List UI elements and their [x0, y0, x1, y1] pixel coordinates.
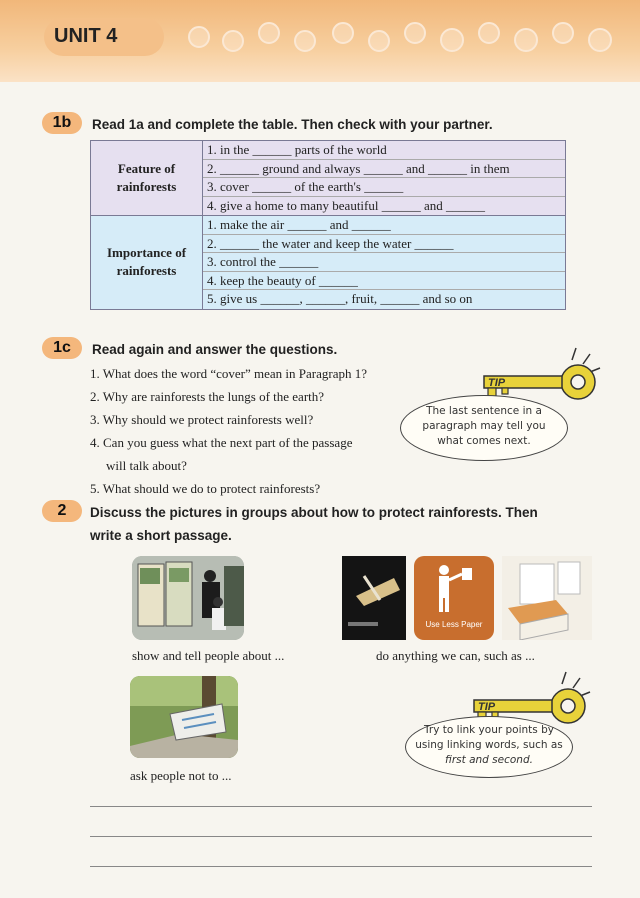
- sign-text: Use Less Paper: [425, 620, 483, 629]
- feature-row: 2. ______ ground and always ______ and ______ in them: [203, 160, 565, 179]
- decor-dot: [514, 28, 538, 52]
- unit-banner: [0, 0, 640, 82]
- feature-row: 3. cover ______ of the earth's ______: [203, 178, 565, 197]
- feature-row: 4. give a home to many beautiful ______ and ______: [207, 197, 486, 213]
- exhibition-photo: [132, 556, 244, 640]
- section-2-badge: 2: [42, 500, 82, 522]
- use-less-paper-sign: [414, 556, 494, 640]
- question-item: 1. What does the word “cover” mean in Paragraph 1?: [90, 366, 367, 381]
- unit-title: UNIT 4: [44, 18, 164, 56]
- importance-row: 2. ______ the water and keep the water ______: [203, 235, 565, 254]
- writing-line[interactable]: [90, 806, 592, 807]
- decor-dot: [258, 22, 280, 44]
- section-1c-instruction: Read again and answer the questions.: [92, 342, 338, 357]
- importance-row: 1. make the air ______ and ______: [203, 216, 565, 235]
- caption-ask-people: ask people not to ...: [130, 768, 232, 783]
- section-1c-badge: 1c: [42, 337, 82, 359]
- decor-dot: [552, 22, 574, 44]
- writing-line[interactable]: [90, 836, 592, 837]
- tip-bubble: The last sentence in a paragraph may tell you what comes next.: [400, 395, 568, 461]
- decor-dot: [478, 22, 500, 44]
- importance-row: 3. control the ______: [203, 253, 565, 272]
- importance-label: Importance of rainforests: [91, 216, 203, 310]
- decor-dot: [588, 28, 612, 52]
- decor-dot: [404, 22, 426, 44]
- decor-dot: [332, 22, 354, 44]
- importance-row: 4. keep the beauty of ______: [203, 272, 565, 291]
- question-item: will talk about?: [106, 458, 187, 473]
- question-item: 3. Why should we protect rainforests well?: [90, 412, 314, 427]
- section-2-instruction-line2: write a short passage.: [90, 528, 232, 543]
- question-item: 5. What should we do to protect rainforests?: [90, 481, 321, 496]
- section-2-instruction-line1: Discuss the pictures in groups about how to protect rainforests. Then: [90, 505, 538, 520]
- decor-dot: [368, 30, 390, 52]
- rainforest-table: [90, 140, 566, 310]
- writing-photo: [342, 556, 406, 640]
- decor-dot: [294, 30, 316, 52]
- feature-row: 1. in the ______ parts of the world: [203, 141, 565, 160]
- recycle-paper-photo: [502, 556, 592, 640]
- importance-row: 5. give us ______, ______, fruit, ______ and so on: [207, 291, 473, 306]
- writing-line[interactable]: [90, 866, 592, 867]
- caption-show-and-tell: show and tell people about ...: [132, 648, 285, 663]
- features-label: Feature of rainforests: [91, 141, 203, 216]
- forest-sign-photo: [130, 676, 238, 758]
- decor-dot: [440, 28, 464, 52]
- question-item: 4. Can you guess what the next part of the passage: [90, 435, 353, 450]
- section-1b-instruction: Read 1a and complete the table. Then check with your partner.: [92, 117, 493, 132]
- tip-label: TIP: [488, 377, 506, 389]
- question-item: 2. Why are rainforests the lungs of the earth?: [90, 389, 325, 404]
- section-1b-badge: 1b: [42, 112, 82, 134]
- tip-label: TIP: [478, 701, 496, 713]
- caption-do-anything: do anything we can, such as ...: [376, 648, 535, 663]
- tip-bubble: Try to link your points by using linking words, such as first and second.: [405, 716, 573, 778]
- decor-dot: [222, 30, 244, 52]
- decor-dot: [188, 26, 210, 48]
